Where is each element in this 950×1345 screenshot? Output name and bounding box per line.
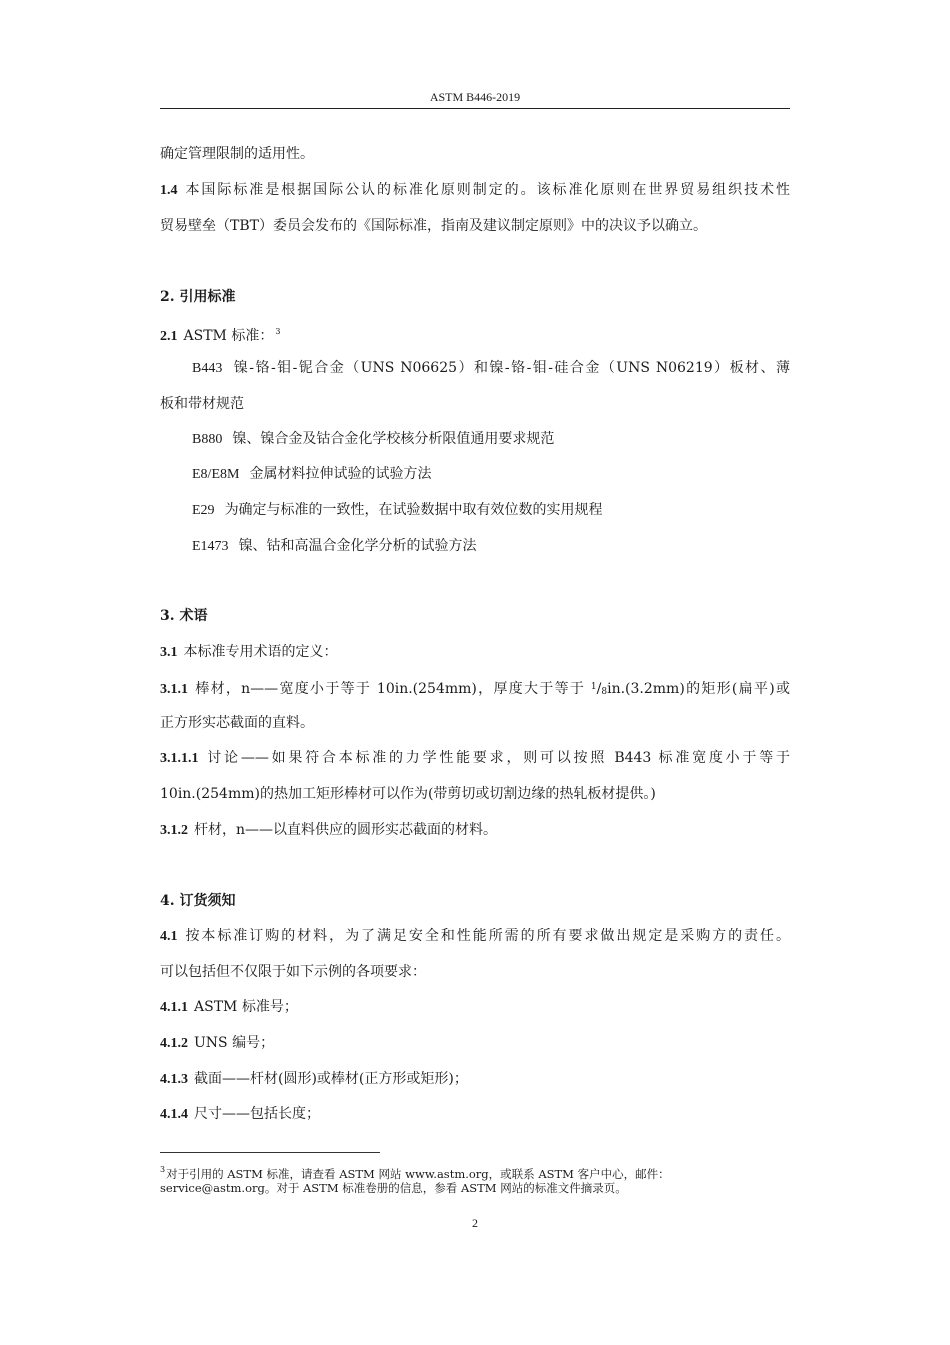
clause-text: 截面——杆材(圆形)或棒材(正方形或矩形)； — [194, 1071, 468, 1087]
clause-number: 4.1.3 — [160, 1072, 188, 1087]
clause-text: 杆材，n——以直料供应的圆形实芯截面的材料。 — [194, 822, 498, 838]
clause-number: 3.1.1.1 — [160, 751, 199, 766]
ref-code: E8/E8M — [192, 467, 240, 482]
running-header: ASTM B446-2019 — [429, 90, 521, 104]
clause-number: 3.1.2 — [160, 823, 188, 838]
clause-text: 按本标准订购的材料，为了满足安全和性能所需的所有要求做出规定是采购方的责任。 — [183, 928, 790, 944]
clause-number: 4.1.1 — [160, 1000, 188, 1015]
clause-number: 4.1.4 — [160, 1107, 188, 1122]
ref-e8 — [192, 465, 431, 484]
clause-text: 讨论——如果符合本标准的力学性能要求，则可以按照 B443 标准宽度小于等于 — [204, 750, 790, 766]
clause-text: ASTM 标准： — [183, 328, 274, 344]
ref-title: 镍、镍合金及钴合金化学校核分析限值通用要求规范 — [232, 431, 555, 447]
clause-2-1 — [160, 323, 280, 346]
ref-code: E1473 — [192, 539, 229, 554]
clause-text-cont: in.(3.2mm)的矩形(扁平)或 — [607, 681, 790, 697]
clause-1-4 — [160, 181, 790, 200]
footnote-rule — [160, 1152, 380, 1153]
footnote-text: 对于引用的 ASTM 标准，请查看 ASTM 网站 www.astm.org，或联系 ASTM 客户中心，邮件： — [166, 1167, 670, 1181]
clause-number: 1.4 — [160, 183, 178, 198]
clause-1-4-line2: 贸易壁垒（TBT）委员会发布的《国际标准，指南及建议制定原则》中的决议予以确立。 — [160, 218, 707, 234]
ref-title: 镍-铬-钼-铌合金（UNS N06625）和镍-铬-钼-硅合金（UNS N06219）板材、薄 — [232, 360, 790, 376]
section-heading-2: 2. 引用标准 — [160, 289, 236, 305]
clause-text: ASTM 标准号； — [194, 999, 298, 1015]
header-rule — [160, 108, 790, 109]
ref-e1473 — [192, 537, 477, 556]
ref-title: 金属材料拉伸试验的试验方法 — [249, 466, 432, 482]
ref-b880 — [192, 430, 554, 449]
clause-4-1-2 — [160, 1034, 274, 1053]
clause-4-1-4 — [160, 1105, 320, 1124]
clause-number: 4.1.2 — [160, 1036, 188, 1051]
clause-3-1-1 — [160, 678, 790, 701]
clause-text: 本标准专用术语的定义： — [183, 644, 338, 660]
clause-4-1-line2: 可以包括但不仅限于如下示例的各项要求： — [160, 964, 426, 980]
clause-4-1 — [160, 927, 790, 946]
fraction-denominator: 8 — [601, 687, 608, 697]
ref-code: B443 — [192, 361, 223, 376]
ref-title: 镍、钴和高温合金化学分析的试验方法 — [238, 538, 477, 554]
footnote-ref: 3 — [275, 327, 281, 336]
clause-number: 3.1 — [160, 645, 178, 660]
clause-3-1-1-1 — [160, 749, 790, 768]
page-number: 2 — [472, 1216, 478, 1230]
clause-3-1-1-1-line2: 10in.(254mm)的热加工矩形棒材可以作为(带剪切或切割边缘的热轧板材提供。) — [160, 786, 656, 802]
fraction-numerator: 1 — [590, 682, 597, 692]
clause-text: 本国际标准是根据国际公认的标准化原则制定的。该标准化原则在世界贸易组织技术性 — [183, 182, 790, 198]
ref-title: 为确定与标准的一致性，在试验数据中取有效位数的实用规程 — [224, 502, 603, 518]
clause-4-1-1 — [160, 998, 298, 1017]
continued-text: 确定管理限制的适用性。 — [160, 146, 314, 162]
fraction-slash: / — [596, 681, 602, 697]
clause-number: 2.1 — [160, 329, 178, 344]
section-heading-4: 4. 订货须知 — [160, 893, 236, 909]
clause-3-1-2 — [160, 821, 497, 840]
ref-code: B880 — [192, 432, 223, 447]
clause-text: 棒材，n——宽度小于等于 10in.(254mm)，厚度大于等于 — [194, 681, 591, 697]
footnote-number: 3 — [160, 1165, 166, 1174]
clause-3-1-1-line2: 正方形实芯截面的直料。 — [160, 715, 314, 731]
ref-e29 — [192, 501, 603, 520]
section-heading-3: 3. 术语 — [160, 608, 208, 624]
footnote-line2: service@astm.org。对于 ASTM 标准卷册的信息，参看 ASTM 网站的标准文件摘录页。 — [160, 1181, 627, 1195]
footnote — [160, 1162, 670, 1182]
clause-number: 3.1.1 — [160, 682, 188, 697]
ref-b443 — [192, 359, 790, 378]
clause-number: 4.1 — [160, 929, 178, 944]
clause-3-1 — [160, 643, 338, 662]
clause-text: 尺寸——包括长度； — [194, 1106, 320, 1122]
ref-code: E29 — [192, 503, 215, 518]
ref-b443-line2: 板和带材规范 — [160, 396, 244, 412]
clause-text: UNS 编号； — [194, 1035, 275, 1051]
clause-4-1-3 — [160, 1070, 468, 1089]
